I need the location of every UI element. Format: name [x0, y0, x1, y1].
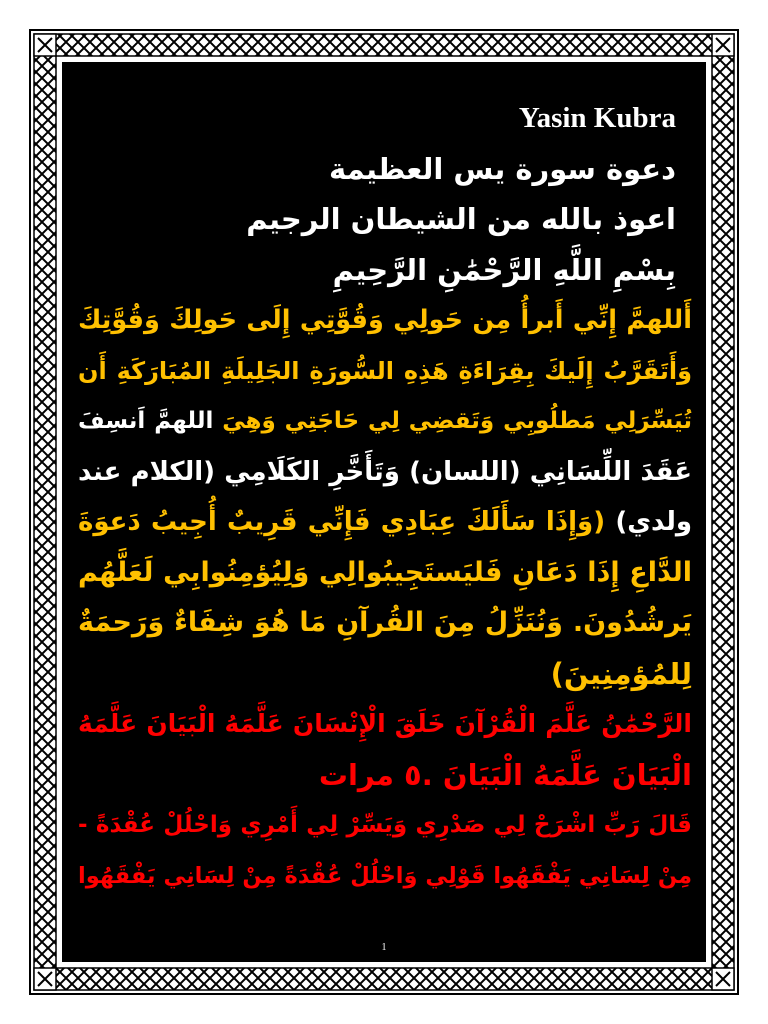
quran-line-4 — [78, 851, 692, 902]
dua-note-text: ولدي) — [615, 507, 692, 537]
dua-text: الدَّاعِ إِذَا دَعَانِ فَليَستَجِيبُوالِي وَلِيُؤمِنُوابِي لَعَلَّهُم — [78, 556, 692, 588]
dua-text: تُيَسِّرَلِي مَطلُوبِي وَتَقضِي لِي حَاجَتِي وَهِيَ — [222, 408, 693, 434]
taawwudh-line — [78, 194, 692, 245]
dua-text: أَللهمَّ إِنِّي أَبرأُ مِن حَولِي وَقُوَّتِي إِلَى حَولِكَ وَقُوَّتِكَ — [78, 305, 692, 335]
intro-heading-text: دعوة سورة يس العظيمة — [329, 151, 676, 186]
document-title — [78, 93, 692, 144]
basmala-line — [78, 245, 692, 296]
basmala-text: بِسْمِ اللَّهِ الرَّحْمَٰنِ الرَّحِيمِ — [332, 252, 676, 287]
dua-text: وَأَتَقَرَّبُ إِلَيكَ بِقِرَاءَةِ هَذِهِ السُّورَةِ الجَلِيلَةِ المُبَارَكَةِ أَن — [78, 356, 692, 385]
dua-text: لِلمُؤمِنِينَ) — [550, 656, 692, 691]
quran-text: قَالَ رَبِّ اشْرَحْ لِي صَدْرِي وَيَسِّرْ لِي أَمْرِي وَاحْلُلْ عُقْدَةً - — [78, 812, 692, 838]
dua-note-text: اللهمَّ اَنسِفَ — [78, 408, 214, 434]
quran-text: الْبَيَانَ عَلَّمَهُ الْبَيَانَ .٥ مرات — [318, 757, 692, 792]
dua-line-6 — [78, 548, 692, 599]
dua-line-1 — [78, 295, 692, 346]
quran-line-2 — [78, 750, 692, 801]
corner-ornament-top-left — [34, 34, 56, 56]
dua-line-4 — [78, 447, 692, 498]
corner-ornament-top-right — [712, 34, 734, 56]
intro-heading — [78, 144, 692, 195]
dua-line-3 — [78, 396, 692, 447]
dua-line-7 — [78, 598, 692, 649]
taawwudh-text: اعوذ بالله من الشيطان الرجيم — [246, 202, 676, 236]
page-number: 1 — [381, 942, 387, 953]
dua-text: (وَإِذَا سَأَلَكَ عِبَادِي فَإِنِّي قَرِيبٌ أُجِيبُ دَعوَةَ — [78, 507, 606, 537]
dua-line-8 — [78, 649, 692, 700]
quran-text: الرَّحْمَٰنُ عَلَّمَ الْقُرْآنَ خَلَقَ الْإِنْسَانَ عَلَّمَهُ الْبَيَانَ عَلَّمَهُ — [78, 709, 692, 738]
corner-ornament-bottom-left — [34, 968, 56, 990]
dua-line-2 — [78, 346, 692, 397]
document-title-text: Yasin Kubra — [518, 102, 676, 134]
quran-text: مِنْ لِسَانِي يَفْقَهُوا قَوْلِي وَاحْلُلْ عُقْدَةً مِنْ لِسَانِي يَفْقَهُوا — [78, 862, 692, 889]
dua-text: يَرشُدُونَ. وَنُنَزِّلُ مِنَ القُرآنِ مَا هُوَ شِفَاءٌ وَرَحمَةٌ — [78, 607, 692, 638]
quran-line-3 — [78, 800, 692, 851]
dua-note-text: عَقَدَ اللِّسَانِي (اللسان) وَتَأَخَّرِ الكَلَامِي (الكلام عند — [78, 456, 692, 487]
corner-ornament-bottom-right — [712, 968, 734, 990]
quran-line-1 — [78, 699, 692, 750]
document-body — [78, 93, 692, 901]
dua-line-5 — [78, 497, 692, 548]
